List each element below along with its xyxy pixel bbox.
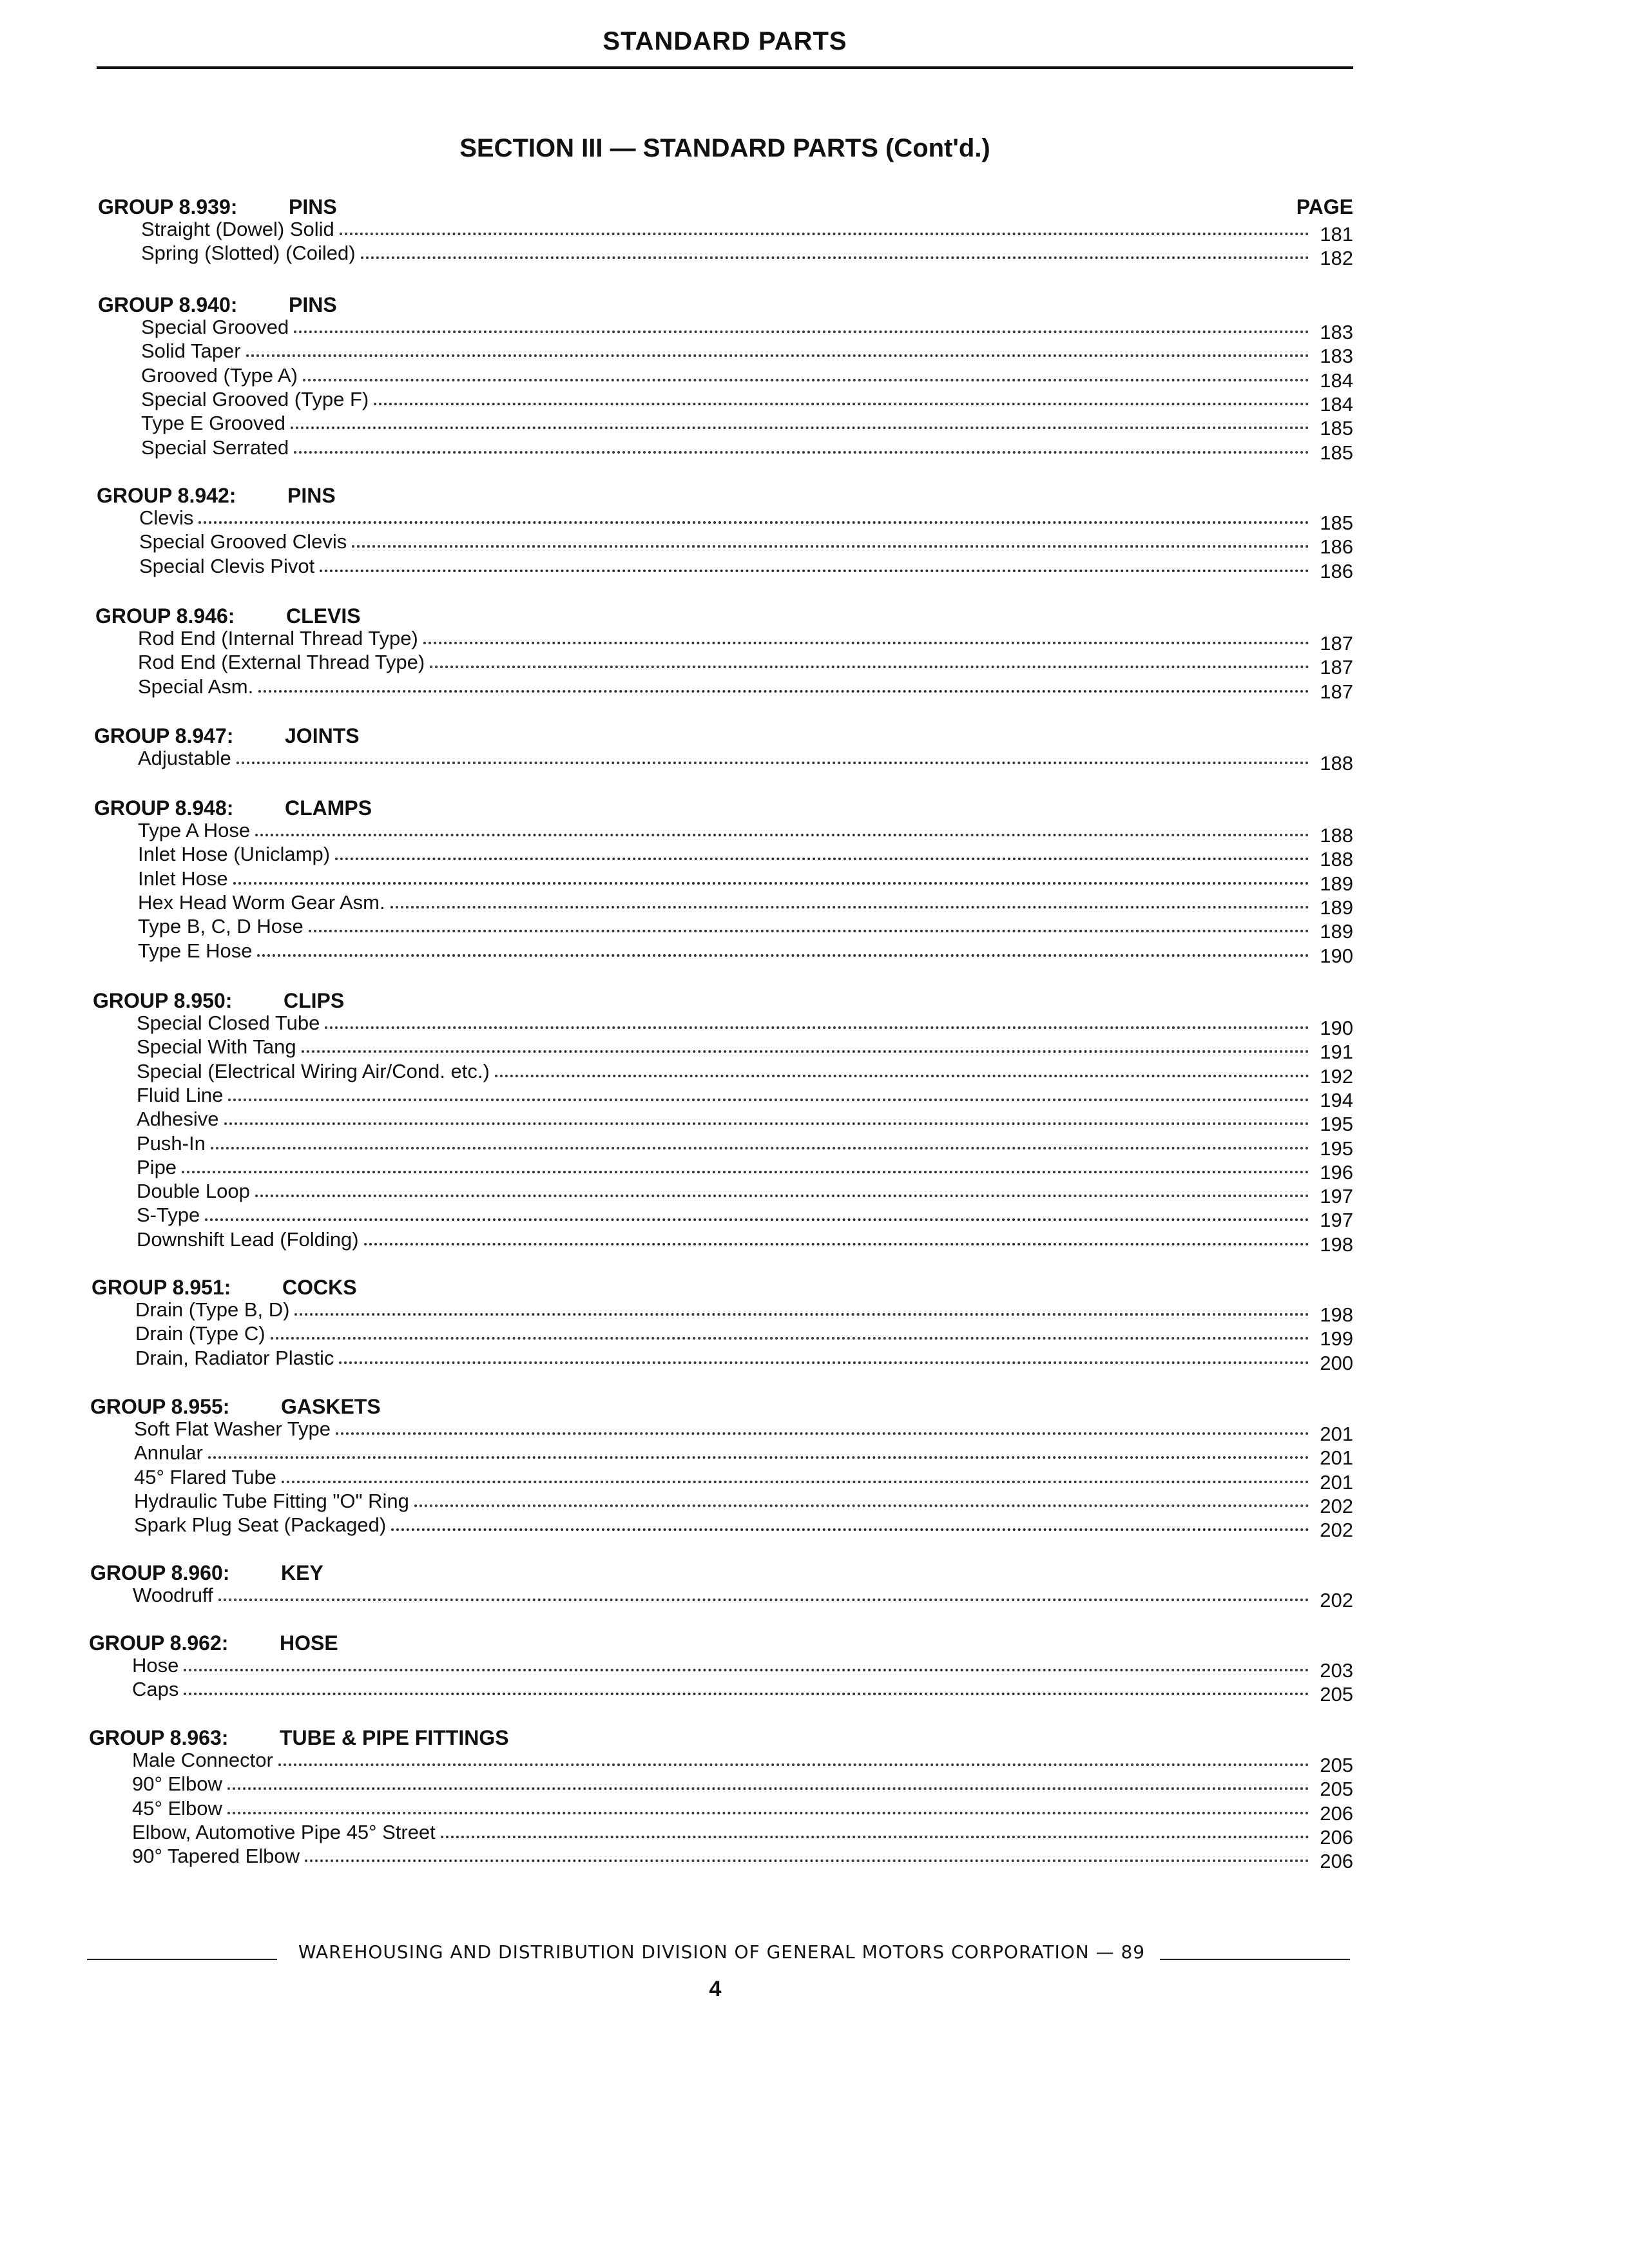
dot-leader (228, 1099, 1309, 1101)
toc-entry (138, 675, 1353, 703)
dot-leader (255, 834, 1309, 836)
toc-entry (138, 627, 1353, 655)
entry-label: Rod End (External Thread Type) (138, 651, 425, 674)
dot-leader (184, 1693, 1309, 1695)
entry-page-number: 184 (1320, 369, 1353, 392)
group-name: HOSE (280, 1631, 338, 1655)
toc-entry (138, 651, 1353, 679)
group-heading (98, 195, 337, 219)
entry-page-number: 206 (1320, 1802, 1353, 1825)
entry-label: Annular (134, 1441, 203, 1465)
group-number: GROUP 8.946: (95, 604, 235, 628)
dot-leader (294, 451, 1309, 454)
group-name: CLIPS (284, 989, 345, 1012)
group-number: GROUP 8.939: (98, 195, 238, 218)
dot-leader (320, 570, 1309, 572)
group-number: GROUP 8.942: (97, 484, 236, 507)
dot-leader (325, 1026, 1309, 1029)
entry-page-number: 186 (1320, 559, 1353, 582)
group-heading (90, 1561, 323, 1585)
dot-leader (205, 1218, 1309, 1221)
dot-leader (335, 858, 1309, 860)
dot-leader (258, 690, 1309, 693)
group-heading (93, 989, 344, 1013)
toc-entry (141, 436, 1353, 464)
toc-entry (141, 316, 1353, 343)
entry-label: 45° Flared Tube (134, 1465, 276, 1488)
dot-leader (211, 1147, 1309, 1149)
entry-page-number: 205 (1320, 1754, 1353, 1776)
group-number: GROUP 8.963: (89, 1726, 229, 1749)
dot-leader (182, 1171, 1309, 1173)
dot-leader (414, 1504, 1309, 1507)
toc-entry (134, 1465, 1353, 1494)
entry-page-number: 189 (1320, 872, 1353, 895)
footer-rule-left (87, 1959, 277, 1960)
group-heading (92, 1276, 357, 1300)
toc-entry (141, 412, 1353, 440)
toc-entry (132, 1678, 1353, 1706)
toc-entry (137, 1155, 1353, 1184)
group-number: GROUP 8.948: (94, 796, 234, 820)
toc-entry (138, 867, 1353, 895)
entry-page-number: 185 (1320, 417, 1353, 440)
dot-leader (208, 1456, 1309, 1459)
dot-leader (218, 1599, 1310, 1601)
dot-leader (303, 379, 1309, 381)
entry-page-number: 188 (1320, 848, 1353, 871)
dot-leader (236, 762, 1309, 764)
entry-label: Special Closed Tube (137, 1012, 320, 1034)
entry-page-number: 186 (1320, 535, 1353, 559)
group-number: GROUP 8.960: (90, 1561, 230, 1584)
entry-label: Special Serrated (141, 436, 289, 459)
entry-label: Special Grooved (141, 316, 289, 338)
dot-leader (224, 1122, 1310, 1125)
running-header: STANDARD PARTS (602, 27, 847, 55)
group-heading (97, 484, 336, 508)
entry-label: Drain (Type C) (135, 1322, 265, 1345)
group-heading (89, 1726, 509, 1750)
entry-label: Woodruff (133, 1584, 213, 1606)
toc-entry (138, 890, 1353, 919)
entry-label: Type A Hose (138, 819, 251, 841)
entry-label: Inlet Hose (138, 867, 228, 890)
group-name: PINS (287, 484, 336, 507)
dot-leader (423, 642, 1309, 644)
entry-label: Adjustable (138, 747, 231, 769)
dot-leader (233, 882, 1310, 885)
toc-entry (132, 1773, 1353, 1801)
entry-page-number: 181 (1320, 223, 1353, 245)
group-heading (95, 604, 361, 628)
toc-entry (134, 1441, 1353, 1470)
dot-leader (364, 1243, 1310, 1245)
group-name: JOINTS (285, 724, 360, 747)
entry-page-number: 197 (1320, 1185, 1353, 1208)
dot-leader (294, 1313, 1309, 1316)
entry-page-number: 200 (1320, 1351, 1353, 1374)
toc-entry (138, 939, 1353, 967)
entry-page-number: 206 (1320, 1850, 1353, 1873)
toc-entry (132, 1654, 1353, 1682)
entry-page-number: 183 (1320, 345, 1353, 368)
toc-entry (132, 1820, 1353, 1849)
entry-label: Special (Electrical Wiring Air/Cond. etc.) (137, 1059, 490, 1082)
dot-leader (430, 666, 1309, 668)
toc-entry (132, 1845, 1353, 1873)
entry-label: Type E Grooved (141, 412, 286, 435)
toc-entry (137, 1204, 1353, 1232)
toc-entry (137, 1059, 1353, 1088)
group-name: CLEVIS (286, 604, 361, 628)
entry-page-number: 190 (1320, 1017, 1353, 1039)
toc-entry (141, 242, 1353, 270)
dot-leader (390, 906, 1310, 908)
entry-label: Type E Hose (138, 939, 253, 962)
entry-page-number: 196 (1320, 1160, 1353, 1184)
entry-page-number: 205 (1320, 1778, 1353, 1801)
page-column-label: PAGE (1296, 195, 1353, 218)
toc-entry (137, 1035, 1353, 1064)
entry-label: Clevis (139, 506, 194, 529)
group-heading (98, 293, 337, 317)
dot-leader (336, 1432, 1309, 1435)
entry-label: 90° Tapered Elbow (132, 1845, 300, 1868)
toc-entry (137, 1131, 1353, 1160)
entry-page-number: 201 (1320, 1423, 1353, 1445)
toc-entry (139, 554, 1353, 582)
toc-entry (141, 387, 1353, 416)
entry-label: Straight (Dowel) Solid (141, 218, 334, 240)
group-name: COCKS (282, 1276, 357, 1299)
toc-entry (135, 1346, 1353, 1374)
dot-leader (291, 427, 1309, 429)
entry-label: Special Grooved Clevis (139, 530, 347, 553)
entry-label: Adhesive (137, 1108, 219, 1131)
toc-entry (132, 1749, 1353, 1776)
entry-label: Downshift Lead (Folding) (137, 1227, 359, 1251)
toc-entry (134, 1489, 1353, 1517)
entry-page-number: 183 (1320, 321, 1353, 343)
group-name: PINS (289, 293, 337, 316)
entry-label: Elbow, Automotive Pipe 45° Street (132, 1820, 436, 1843)
entry-page-number: 182 (1320, 247, 1353, 270)
toc-entry (139, 506, 1353, 534)
dot-leader (340, 233, 1309, 235)
group-name: KEY (281, 1561, 323, 1584)
entry-label: Hydraulic Tube Fitting "O" Ring (134, 1489, 409, 1512)
dot-leader (305, 1860, 1309, 1862)
entry-page-number: 201 (1320, 1446, 1353, 1470)
toc-entry (137, 1108, 1353, 1136)
dot-leader (271, 1337, 1310, 1340)
group-heading (94, 724, 360, 748)
toc-entry (141, 218, 1353, 245)
entry-label: Solid Taper (141, 340, 241, 363)
toc-entry (133, 1584, 1353, 1611)
dot-leader (339, 1361, 1309, 1364)
entry-page-number: 189 (1320, 896, 1353, 919)
toc-entry (132, 1796, 1353, 1825)
group-heading (90, 1395, 381, 1419)
toc-entry (135, 1322, 1353, 1350)
entry-label: Grooved (Type A) (141, 363, 298, 387)
page-number: 4 (709, 1977, 722, 2001)
footer-text: WAREHOUSING AND DISTRIBUTION DIVISION OF GENERAL MOTORS CORPORATION — 89 (298, 1941, 1146, 1963)
entry-page-number: 199 (1320, 1327, 1353, 1350)
entry-page-number: 198 (1320, 1303, 1353, 1326)
entry-label: Hex Head Worm Gear Asm. (138, 890, 385, 914)
group-heading (94, 796, 372, 820)
entry-page-number: 205 (1320, 1683, 1353, 1706)
dot-leader (227, 1787, 1309, 1790)
entry-page-number: 187 (1320, 680, 1353, 703)
entry-page-number: 187 (1320, 632, 1353, 655)
entry-label: Spring (Slotted) (Coiled) (141, 242, 356, 265)
entry-label: Special Grooved (Type F) (141, 387, 369, 410)
entry-label: Fluid Line (137, 1083, 224, 1106)
dot-leader (309, 930, 1310, 932)
entry-page-number: 202 (1320, 1589, 1353, 1611)
entry-label: Special Clevis Pivot (139, 554, 315, 577)
toc-entry (135, 1298, 1353, 1326)
toc-entry (134, 1418, 1353, 1445)
entry-page-number: 187 (1320, 656, 1353, 679)
toc-entry (139, 530, 1353, 559)
entry-page-number: 206 (1320, 1825, 1353, 1849)
group-name: PINS (289, 195, 337, 218)
toc-entry (138, 843, 1353, 871)
dot-leader (278, 1763, 1309, 1766)
entry-page-number: 191 (1320, 1041, 1353, 1064)
group-name: GASKETS (281, 1395, 381, 1418)
dot-leader (391, 1528, 1309, 1531)
entry-page-number: 201 (1320, 1470, 1353, 1494)
entry-page-number: 188 (1320, 752, 1353, 774)
entry-label: Spark Plug Seat (Packaged) (134, 1514, 387, 1537)
entry-page-number: 184 (1320, 392, 1353, 416)
entry-page-number: 195 (1320, 1113, 1353, 1136)
dot-leader (198, 521, 1309, 524)
entry-label: Soft Flat Washer Type (134, 1418, 331, 1440)
entry-label: Double Loop (137, 1180, 250, 1203)
toc-entry (137, 1012, 1353, 1039)
entry-page-number: 185 (1320, 512, 1353, 534)
entry-page-number: 202 (1320, 1494, 1353, 1517)
dot-leader (361, 256, 1310, 259)
entry-label: Male Connector (132, 1749, 273, 1771)
section-title: SECTION III — STANDARD PARTS (Cont'd.) (459, 134, 990, 162)
entry-page-number: 188 (1320, 824, 1353, 847)
entry-label: Caps (132, 1678, 179, 1701)
entry-page-number: 203 (1320, 1659, 1353, 1682)
dot-leader (255, 1195, 1309, 1197)
entry-label: Rod End (Internal Thread Type) (138, 627, 418, 649)
entry-page-number: 194 (1320, 1088, 1353, 1111)
dot-leader (441, 1836, 1309, 1838)
dot-leader (374, 403, 1309, 405)
toc-entry (137, 1180, 1353, 1208)
entry-label: Type B, C, D Hose (138, 915, 304, 938)
entry-label: S-Type (137, 1204, 200, 1227)
entry-page-number: 198 (1320, 1233, 1353, 1256)
entry-label: Drain, Radiator Plastic (135, 1346, 334, 1369)
group-number: GROUP 8.940: (98, 293, 238, 316)
entry-page-number: 189 (1320, 920, 1353, 943)
footer-rule-right (1160, 1959, 1350, 1960)
dot-leader (294, 331, 1309, 333)
entry-label: Pipe (137, 1155, 177, 1178)
toc-entry (138, 819, 1353, 847)
entry-page-number: 192 (1320, 1064, 1353, 1088)
dot-leader (282, 1481, 1309, 1483)
entry-label: Drain (Type B, D) (135, 1298, 290, 1321)
group-name: TUBE & PIPE FITTINGS (280, 1726, 509, 1749)
entry-label: Hose (132, 1654, 179, 1677)
dot-leader (227, 1812, 1309, 1814)
toc-entry (134, 1514, 1353, 1542)
dot-leader (246, 354, 1310, 357)
entry-label: Special With Tang (137, 1035, 296, 1059)
group-number: GROUP 8.947: (94, 724, 234, 747)
toc-entry (138, 747, 1353, 774)
group-number: GROUP 8.955: (90, 1395, 230, 1418)
group-number: GROUP 8.950: (93, 989, 233, 1012)
dot-leader (495, 1075, 1309, 1077)
entry-page-number: 195 (1320, 1137, 1353, 1160)
entry-label: Special Asm. (138, 675, 254, 698)
entry-label: 90° Elbow (132, 1773, 222, 1796)
entry-page-number: 185 (1320, 441, 1353, 464)
dot-leader (302, 1050, 1310, 1053)
entry-page-number: 202 (1320, 1519, 1353, 1542)
toc-entry (141, 363, 1353, 392)
entry-page-number: 190 (1320, 944, 1353, 967)
entry-label: Push-In (137, 1131, 206, 1155)
dot-leader (352, 545, 1309, 548)
group-heading (89, 1631, 338, 1655)
group-number: GROUP 8.962: (89, 1631, 229, 1655)
entry-label: Inlet Hose (Uniclamp) (138, 843, 331, 866)
toc-entry (141, 340, 1353, 368)
dot-leader (257, 954, 1309, 957)
group-number: GROUP 8.951: (92, 1276, 231, 1299)
toc-entry (138, 915, 1353, 943)
entry-label: 45° Elbow (132, 1796, 222, 1820)
entry-page-number: 197 (1320, 1209, 1353, 1232)
toc-entry (137, 1083, 1353, 1111)
dot-leader (184, 1669, 1309, 1671)
group-name: CLAMPS (285, 796, 372, 820)
toc-entry (137, 1227, 1353, 1256)
